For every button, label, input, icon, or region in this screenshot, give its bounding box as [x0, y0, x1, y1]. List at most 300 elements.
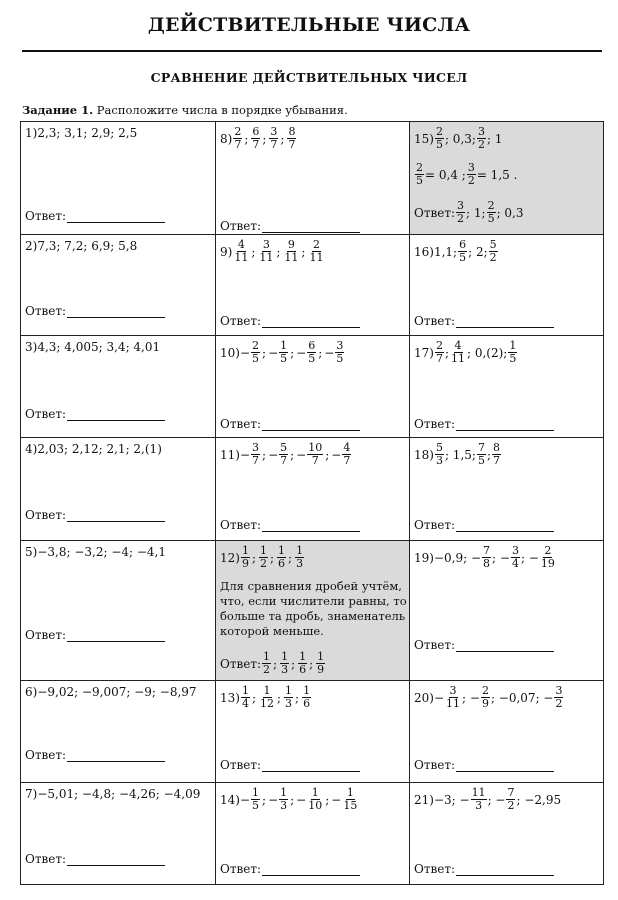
text: = 1,5 . — [476, 167, 518, 182]
denominator: 7 — [280, 454, 288, 467]
fraction — [233, 239, 249, 264]
fraction — [342, 787, 358, 812]
fraction — [489, 239, 498, 264]
separator: ; — [318, 345, 323, 360]
answer-blank-line[interactable] — [262, 759, 360, 772]
answer-row — [220, 518, 360, 532]
minus-sign: − — [324, 345, 335, 360]
denominator: 7 — [343, 454, 351, 467]
answer-blank-line[interactable] — [67, 305, 165, 318]
denominator: 2 — [507, 799, 515, 812]
title-rule — [22, 50, 602, 52]
numerator: 4 — [343, 441, 351, 454]
answer-row — [25, 407, 165, 421]
problem-cell-8 — [216, 122, 410, 235]
fraction — [540, 545, 556, 570]
separator: ; — [251, 244, 256, 259]
fraction — [508, 340, 517, 365]
answer-label: Ответ: — [220, 518, 262, 532]
text: ; 1,5; — [444, 447, 476, 462]
answer-row — [220, 314, 360, 328]
answer-blank-line[interactable] — [67, 629, 165, 642]
answer-label: Ответ: — [25, 748, 67, 762]
numerator: 9 — [287, 238, 295, 251]
answer-label: Ответ: — [220, 219, 262, 233]
denominator: 6 — [303, 697, 311, 710]
text: = 0,4 ; — [425, 167, 466, 182]
problem-cell-20 — [410, 681, 603, 783]
minus-sign: − — [268, 345, 279, 360]
answer-row — [220, 758, 360, 772]
problem-values: −9,02; −9,007; −9; −8,97 — [37, 685, 197, 699]
denominator: 5 — [477, 454, 485, 467]
fraction — [450, 340, 466, 365]
separator: ; — [290, 792, 295, 807]
numerator: 10 — [308, 441, 323, 454]
hint-calculation — [414, 162, 517, 187]
denominator: 11 — [451, 352, 465, 365]
fraction — [284, 685, 293, 710]
answer-blank-line[interactable] — [262, 418, 360, 431]
numerator: 3 — [457, 199, 465, 212]
fraction — [307, 340, 316, 365]
denominator: 5 — [308, 352, 316, 365]
minus-sign: − — [268, 792, 279, 807]
problem-number: 15) — [414, 131, 434, 146]
separator: ; — [290, 447, 295, 462]
answer-label: Ответ: — [414, 518, 456, 532]
separator: ; — [309, 656, 314, 671]
denominator: 11 — [284, 251, 299, 264]
answer-row — [414, 417, 554, 431]
problem-cell-9 — [216, 235, 410, 336]
separator: ; — [325, 792, 330, 807]
answer-label: Ответ: — [220, 758, 262, 772]
numerator: 1 — [263, 650, 271, 663]
fraction — [342, 442, 351, 467]
denominator: 8 — [483, 557, 491, 570]
problem-expression — [220, 442, 352, 467]
problem-number: 17) — [414, 345, 434, 360]
separator: ; — [262, 792, 267, 807]
fraction — [251, 442, 260, 467]
denominator: 2 — [260, 557, 267, 570]
answer-row — [220, 417, 360, 431]
denominator: 2 — [263, 663, 271, 676]
answer-row — [414, 200, 524, 225]
denominator: 3 — [435, 454, 443, 467]
fraction — [241, 545, 250, 570]
numerator: 4 — [454, 339, 462, 352]
numerator: 1 — [280, 339, 288, 352]
answer-label: Ответ: — [220, 656, 262, 671]
answer-label: Ответ: — [220, 314, 262, 328]
separator: ; — [262, 131, 267, 146]
numerator: 1 — [241, 684, 249, 697]
numerator: 6 — [252, 125, 260, 138]
numerator: 1 — [263, 684, 271, 697]
separator: ; — [251, 550, 256, 565]
numerator: 1 — [280, 786, 288, 799]
fraction — [251, 126, 260, 151]
problem-expression — [25, 787, 200, 801]
numerator: 6 — [308, 339, 316, 352]
denominator: 19 — [540, 557, 555, 570]
text: ; −2,95 — [516, 792, 562, 807]
problem-expression — [25, 340, 160, 354]
numerator: 3 — [467, 161, 475, 174]
denominator: 5 — [509, 352, 517, 365]
problem-values: 4,3; 4,005; 3,4; 4,01 — [37, 340, 161, 354]
separator: ; — [262, 345, 267, 360]
text: ; — [486, 447, 491, 462]
task-text: Расположите числа в порядке убывания. — [93, 103, 348, 117]
problem-cell-15 — [410, 122, 603, 235]
text: −0,9; − — [433, 550, 482, 565]
problem-expression — [220, 126, 297, 151]
separator: ; — [244, 131, 249, 146]
answer-blank-line[interactable] — [67, 509, 165, 522]
numerator: 2 — [481, 684, 489, 697]
denominator: 7 — [288, 138, 296, 151]
answer-blank-line[interactable] — [262, 315, 360, 328]
separator: ; — [276, 244, 281, 259]
fraction — [251, 787, 260, 812]
problem-cell-7 — [21, 783, 216, 885]
separator: ; — [273, 656, 278, 671]
denominator: 4 — [241, 697, 249, 710]
denominator: 4 — [511, 557, 519, 570]
fraction — [298, 651, 307, 676]
numerator: 1 — [296, 544, 304, 557]
problem-expression — [414, 126, 502, 151]
denominator: 5 — [252, 799, 260, 812]
problem-number: 9) — [220, 244, 233, 259]
denominator: 3 — [296, 557, 304, 570]
problem-number: 2) — [25, 239, 38, 253]
fraction — [302, 685, 311, 710]
denominator: 10 — [308, 799, 323, 812]
answer-blank-line[interactable] — [262, 519, 360, 532]
fraction — [269, 126, 278, 151]
problem-values: 2,03; 2,12; 2,1; 2,(1) — [37, 442, 162, 456]
denominator: 2 — [477, 138, 485, 151]
problem-number: 19) — [414, 550, 434, 565]
fraction — [467, 162, 476, 187]
denominator: 5 — [435, 138, 443, 151]
denominator: 9 — [241, 557, 249, 570]
fraction — [458, 239, 467, 264]
answer-blank-line[interactable] — [456, 639, 554, 652]
fraction — [287, 126, 296, 151]
minus-sign: − — [239, 792, 251, 807]
numerator: 3 — [511, 544, 519, 557]
text: ; 1 — [486, 131, 503, 146]
denominator: 3 — [280, 799, 288, 812]
fraction — [259, 685, 275, 710]
minus-sign: − — [331, 447, 342, 462]
problem-cell-4 — [21, 438, 216, 541]
answer-blank-line[interactable] — [67, 853, 165, 866]
problem-expression — [25, 545, 166, 559]
fraction — [511, 545, 520, 570]
problem-number: 5) — [25, 545, 38, 559]
problem-cell-3 — [21, 336, 216, 438]
problem-expression — [220, 340, 345, 365]
numerator: 2 — [252, 339, 260, 352]
denominator: 5 — [487, 212, 495, 225]
text: ; 0,(2); — [467, 345, 508, 360]
fraction — [283, 239, 299, 264]
numerator: 1 — [278, 544, 286, 557]
separator: ; — [280, 131, 285, 146]
answer-blank-line[interactable] — [456, 863, 554, 876]
denominator: 7 — [492, 454, 500, 467]
text: ; −0,07; − — [490, 690, 554, 705]
answer-row — [25, 852, 165, 866]
numerator: 4 — [237, 238, 245, 251]
separator: ; — [288, 550, 293, 565]
fraction — [481, 685, 490, 710]
numerator: 5 — [489, 238, 497, 251]
answer-label: Ответ: — [25, 304, 67, 318]
answer-blank-line[interactable] — [67, 749, 165, 762]
answer-row — [25, 304, 165, 318]
problem-expression — [220, 685, 312, 710]
problem-cell-13 — [216, 681, 410, 783]
numerator: 6 — [459, 238, 467, 251]
minus-sign: − — [296, 792, 307, 807]
denominator: 15 — [343, 799, 358, 812]
denominator: 6 — [278, 557, 286, 570]
answer-blank-line[interactable] — [67, 210, 165, 223]
numerator: 1 — [299, 650, 307, 663]
answer-row — [414, 638, 554, 652]
problem-cell-5 — [21, 541, 216, 681]
denominator: 11 — [234, 251, 249, 264]
answer-blank-line[interactable] — [456, 519, 554, 532]
fraction — [307, 787, 323, 812]
answer-blank-line[interactable] — [262, 863, 360, 876]
denominator: 12 — [260, 697, 274, 710]
answer-row — [220, 862, 360, 876]
answer-blank-line[interactable] — [262, 220, 360, 233]
fraction — [259, 545, 268, 570]
denominator: 5 — [336, 352, 344, 365]
numerator: 3 — [270, 125, 278, 138]
fraction — [280, 651, 289, 676]
denominator: 7 — [311, 454, 319, 467]
denominator: 9 — [481, 697, 489, 710]
text: ; 0,3 — [496, 205, 524, 220]
fraction — [307, 442, 323, 467]
problem-number: 8) — [220, 131, 233, 146]
answer-label: Ответ: — [414, 758, 456, 772]
denominator: 7 — [252, 454, 260, 467]
problem-expression — [414, 545, 557, 570]
separator: ; — [277, 690, 282, 705]
problem-number: 10) — [220, 345, 240, 360]
answer-row — [414, 314, 554, 328]
text: ; − — [462, 690, 480, 705]
minus-sign: − — [239, 447, 251, 462]
minus-sign: − — [296, 345, 307, 360]
numerator: 2 — [435, 125, 443, 138]
fraction — [415, 162, 424, 187]
section-subtitle: СРАВНЕНИЕ ДЕЙСТВИТЕЛЬНЫХ ЧИСЕЛ — [150, 70, 468, 85]
fraction — [477, 442, 486, 467]
numerator: 3 — [449, 684, 457, 697]
problem-number: 7) — [25, 787, 38, 801]
answer-row — [220, 651, 326, 676]
problem-values: 7,3; 7,2; 6,9; 5,8 — [37, 239, 138, 253]
problem-expression — [414, 787, 561, 812]
fraction — [456, 200, 465, 225]
text: ; 2; — [468, 244, 488, 259]
problem-number: 12) — [220, 550, 240, 565]
numerator: 8 — [288, 125, 296, 138]
separator: ; — [290, 345, 295, 360]
problem-cell-16 — [410, 235, 603, 336]
fraction — [308, 239, 324, 264]
numerator: 2 — [544, 544, 552, 557]
denominator: 9 — [317, 663, 325, 676]
denominator: 7 — [252, 138, 260, 151]
fraction — [335, 340, 344, 365]
problem-cell-12 — [216, 541, 410, 681]
denominator: 5 — [280, 352, 288, 365]
text: ; 0,3; — [444, 131, 476, 146]
numerator: 2 — [234, 125, 242, 138]
fraction — [445, 685, 461, 710]
problem-number: 3) — [25, 340, 38, 354]
denominator: 5 — [459, 251, 467, 264]
problem-expression — [414, 442, 502, 467]
task-label: Задание 1. — [22, 103, 94, 117]
numerator: 2 — [416, 161, 423, 174]
problem-number: 11) — [220, 447, 240, 462]
problem-expression — [25, 685, 197, 699]
denominator: 2 — [489, 251, 497, 264]
numerator: 1 — [260, 544, 267, 557]
fraction — [471, 787, 487, 812]
numerator: 1 — [252, 786, 260, 799]
fraction — [262, 651, 271, 676]
numerator: 7 — [483, 544, 491, 557]
separator: ; — [291, 656, 296, 671]
answer-label: Ответ: — [220, 417, 262, 431]
problem-values: −3,8; −3,2; −4; −4,1 — [37, 545, 167, 559]
problem-expression — [414, 685, 564, 710]
problem-expression — [220, 787, 359, 812]
denominator: 11 — [309, 251, 324, 264]
answer-blank-line[interactable] — [456, 315, 554, 328]
text: − — [433, 690, 445, 705]
denominator: 3 — [281, 663, 289, 676]
text: 1,1; — [433, 244, 458, 259]
problem-expression — [414, 239, 499, 264]
numerator: 8 — [492, 441, 500, 454]
answer-row — [25, 209, 165, 223]
problem-expression — [220, 545, 305, 570]
numerator: 5 — [280, 441, 288, 454]
answer-blank-line[interactable] — [456, 759, 554, 772]
numerator: 1 — [285, 684, 293, 697]
denominator: 3 — [475, 799, 483, 812]
answer-blank-line[interactable] — [67, 408, 165, 421]
answer-label: Ответ: — [25, 407, 67, 421]
problem-cell-11 — [216, 438, 410, 541]
problem-cell-18 — [410, 438, 603, 541]
problem-expression — [25, 442, 162, 456]
answer-label: Ответ: — [25, 508, 67, 522]
answer-row — [25, 628, 165, 642]
problem-cell-19 — [410, 541, 603, 681]
fraction — [279, 787, 288, 812]
answer-label: Ответ: — [220, 862, 262, 876]
denominator: 7 — [435, 352, 443, 365]
fraction — [435, 126, 444, 151]
hint-note: Для сравнения дробей учтём, что, если числители равны, то больше та дробь, знаменатель которой меньше. — [220, 579, 407, 638]
separator: ; — [262, 447, 267, 462]
text: ; − — [492, 550, 510, 565]
problem-cell-17 — [410, 336, 603, 438]
numerator: 2 — [435, 339, 443, 352]
fraction — [279, 340, 288, 365]
denominator: 3 — [285, 697, 293, 710]
page-title: ДЕЙСТВИТЕЛЬНЫЕ ЧИСЛА — [147, 14, 471, 36]
answer-row — [414, 518, 554, 532]
numerator: 11 — [471, 786, 486, 799]
answer-blank-line[interactable] — [456, 418, 554, 431]
problem-number: 1) — [25, 126, 38, 140]
problem-cell-6 — [21, 681, 216, 783]
minus-sign: − — [296, 447, 307, 462]
problem-expression — [414, 340, 518, 365]
answer-row — [220, 219, 360, 233]
denominator: 5 — [252, 352, 260, 365]
problem-number: 16) — [414, 244, 434, 259]
fraction — [487, 200, 496, 225]
problem-expression — [25, 239, 137, 253]
minus-sign: − — [239, 345, 251, 360]
fraction — [316, 651, 325, 676]
denominator: 6 — [299, 663, 307, 676]
answer-label: Ответ: — [414, 638, 456, 652]
denominator: 11 — [446, 697, 461, 710]
numerator: 3 — [477, 125, 485, 138]
fraction — [492, 442, 501, 467]
text: ; 1; — [466, 205, 486, 220]
problem-cell-1 — [21, 122, 216, 235]
answer-row — [414, 758, 554, 772]
problem-number: 18) — [414, 447, 434, 462]
task-instruction — [22, 103, 348, 117]
numerator: 5 — [435, 441, 443, 454]
problem-number: 20) — [414, 690, 434, 705]
fraction — [258, 239, 274, 264]
fraction — [241, 685, 250, 710]
numerator: 1 — [281, 650, 289, 663]
numerator: 2 — [312, 238, 320, 251]
fraction — [482, 545, 491, 570]
problem-cell-10 — [216, 336, 410, 438]
problem-cell-2 — [21, 235, 216, 336]
numerator: 1 — [317, 650, 325, 663]
problem-values: −5,01; −4,8; −4,26; −4,09 — [37, 787, 201, 801]
separator: ; — [301, 244, 306, 259]
denominator: 5 — [416, 174, 423, 187]
